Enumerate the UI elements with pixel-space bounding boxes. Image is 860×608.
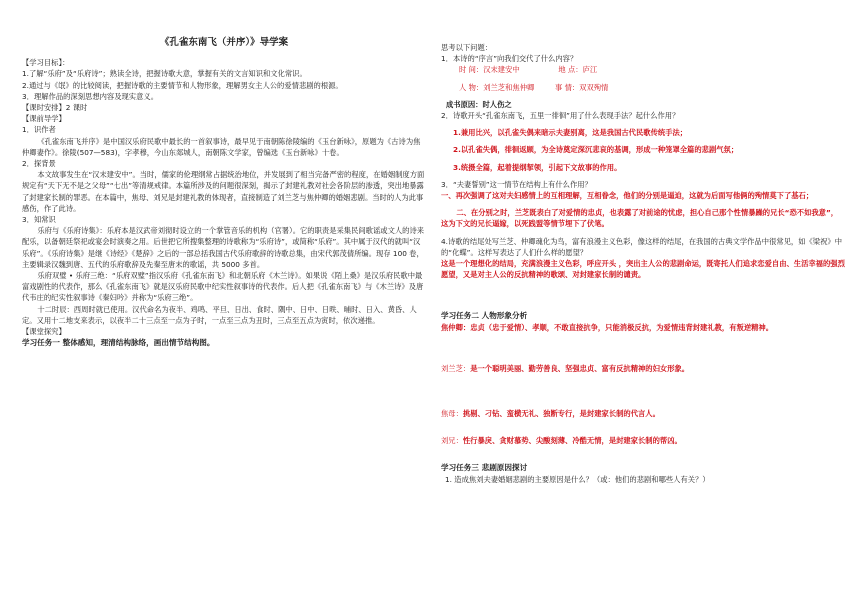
- character-liu-brother: [441, 435, 845, 446]
- people-value: 刘兰芝和焦仲卿: [483, 82, 535, 92]
- liu-lanzhi-text: 是一个聪明美丽、勤劳善良、坚强忠贞、富有反抗精神的妇女形象。: [470, 363, 690, 373]
- goals-heading: 【学习目标】：: [22, 58, 70, 68]
- hours: 【课时安排】2 课时: [22, 103, 88, 113]
- task-3-heading: 学习任务三 悲剧原因探讨: [441, 463, 528, 473]
- liu-brother-text: 性行暴戾、贪财慕势、尖酸刻薄、冷酷无情，是封建家长制的帮凶。: [462, 436, 682, 446]
- task-2-heading: 学习任务二 人物形象分析: [441, 311, 528, 321]
- question-4: 4.诗歌的结尾处写兰芝、仲卿魂化为鸟，富有浪漫主义色彩，像这样的结尾，在我国的古典文学作品中很常见，如《梁祝》中的“化蝶”。这样写表达了人们什么样的愿望？: [441, 236, 842, 257]
- question-3: 3．“夫妻誓别”这一情节在结构上有什么作用？: [441, 179, 592, 189]
- questions-intro: 思考以下问题：: [441, 43, 493, 52]
- answer-1-time-place: [441, 64, 845, 75]
- answer-1-people-event: [441, 82, 845, 93]
- answer-3-item-2: 二、在分别之时，兰芝既表白了对爱情的忠贞，也表露了对前途的忧虑，担心自己那个性情暴躁的兄长“恐不如我意”，这为下文的兄长逼嫁，以死践盟等情节埋下了伏笔。: [441, 208, 839, 229]
- people-label: 人 物：: [459, 82, 484, 92]
- character-liu-lanzhi: [441, 363, 845, 374]
- left-column: [22, 0, 426, 348]
- section-author-heading: 1．识作者: [22, 125, 56, 135]
- section-knowledge-heading: 3．知常识: [22, 215, 56, 225]
- place-label: 地 点：: [558, 65, 583, 75]
- goal-2: 2.通过与《氓》的比较阅读，把握诗歌的主要情节和人物形象，理解男女主人公的爱情悲剧的根源。: [22, 80, 343, 90]
- answer-3-item-1: 一、再次强调了这对夫妇感情上的互相理解，互相眷念，他们的分别是逼迫，这就为后面写他俩的殉情莫下了基石；: [441, 191, 814, 201]
- goal-1: 1.了解“乐府”及“乐府诗”；熟读全诗，把握诗歌大意，掌握有关的文言知识和文化常识。: [22, 69, 307, 79]
- question-5: 1. 造成焦刘夫妻婚姻悲剧的主要原因是什么？（或：他们的悲剧和哪些人有关？）: [445, 474, 710, 484]
- jiao-zhongqing-text: 忠贞（忠于爱情）、孝顺，不敢直接抗争，只能消极反抗，为爱情违背封建礼教，有叛逆精神。: [470, 322, 774, 332]
- knowledge-yuefu: 乐府与《乐府诗集》：乐府本是汉武帝刘彻时设立的一个掌管音乐的机构（官署）。它的职责是采集民间歌谣或文人的诗来配乐，以备朝廷祭祀或宴会时演奏之用。后世把它所搜集整理的诗歌称为“乐府诗”，或简称“乐府”。其中属于汉代的就叫“汉乐府”。《乐府诗集》是继《诗经》《楚辞》之后的一部总括我国古代乐府歌辞的诗歌总集，由宋代郭茂倩所编。现存 100 卷，主要辑录汉魏到唐、五代的乐府歌辞及先秦至唐末的歌谣，共 5000 多首。: [22, 226, 425, 269]
- jiao-mother-label: 焦母：: [441, 409, 463, 419]
- answer-2-item-1: 1.兼用比兴，以孔雀失偶来暗示夫妻别离，这是我国古代民歌传统手法；: [453, 128, 688, 138]
- cause-line: 成书原因：时人伤之: [446, 99, 512, 109]
- goal-3: 3．理解作品的深刻思想内容及现实意义。: [22, 91, 158, 101]
- time-label: 时 间：: [459, 65, 484, 75]
- character-jiao-mother: [441, 408, 845, 419]
- place-value: 庐江: [582, 65, 598, 75]
- document-title: 《孔雀东南飞（并序）》导学案: [159, 37, 289, 48]
- jiao-mother-text: 挑剔、刁钻、蛮横无礼、独断专行，是封建家长制的代言人。: [462, 409, 660, 419]
- question-1: 1．本诗的“序言”向我们交代了什么内容？: [441, 54, 578, 64]
- event-label: 事 情：: [554, 82, 580, 92]
- knowledge-shuangbi: 乐府双璧 • 乐府三绝：“乐府双璧”指汉乐府《孔雀东南飞》和北朝乐府《木兰诗》。如果说《陌上桑》是汉乐府民歌中最富戏剧性的代表作，那么《孔雀东南飞》就是汉乐府民歌中纪实性叙事诗的代表作。后人把《孔雀东南飞》与《木兰诗》及唐代韦庄的纪实性叙事诗《秦妇吟》并称为“乐府三绝”。: [22, 271, 424, 303]
- time-value: 汉末建安中: [483, 65, 520, 75]
- pre-study-heading: 【课前导学】: [22, 114, 66, 124]
- task-1-heading: 学习任务一 整体感知，理清结构脉络，画出情节结构图。: [22, 338, 215, 348]
- character-jiao-zhongqing: [441, 322, 845, 333]
- answer-4: 这是一个理想化的结局，充满浪漫主义色彩，呼应开头 ，突出主人公的悲剧命运，既寄托人们追求恋爱自由、生活幸福的强烈愿望，又是对主人公的反抗精神的歌颂、对封建家长制的谴责。: [441, 259, 845, 280]
- right-column: [441, 42, 845, 485]
- in-class-heading: 【课堂探究】: [22, 327, 66, 337]
- jiao-zhongqing-label: 焦仲卿：: [441, 322, 471, 332]
- knowledge-shichen: 十二时辰：西周时就已使用。汉代命名为夜半、鸡鸣、平旦、日出、食时、隅中、日中、日昳、晡时、日入、黄昏、人定。又用十二地支来表示，以夜半二十三点至一点为子时，一点至三点为丑时，三点至五点为寅时，依次递推。: [22, 304, 417, 325]
- answer-2-item-3: 3.统摄全篇，起着提纲挈领，引起下文故事的作用。: [453, 162, 622, 172]
- background-paragraph: 本文故事发生在“汉末建安中”。当时，儒家的伦理纲常占据统治地位，并发展到了相当完备严密的程度，在婚姻制度方面规定有“天下无不是之父母”“七出”等清规戒律。本篇所涉及的问题很深刻，揭示了封建礼教对社会各阶层的渗透，突出地暴露了封建家长制的罪恶。在本篇中，焦母、刘兄是封建礼教的体现者，直接制造了刘兰芝与焦仲卿的婚姻悲剧。当时的人为此事感伤，作了此诗。: [22, 170, 425, 213]
- author-paragraph: 《孔雀东南飞并序》是中国汉乐府民歌中最长的一首叙事诗，最早见于南朝陈徐陵编的《玉台新咏》，原题为《古诗为焦仲卿妻作》。徐陵(507—583)，字孝穆，今山东郯城人，南朝陈文学家，曾编选《玉台新咏》十卷。: [22, 136, 421, 157]
- liu-lanzhi-label: 刘兰芝：: [441, 363, 471, 373]
- question-2: 2．诗歌开头“孔雀东南飞，五里一徘徊”用了什么表现手法？起什么作用？: [441, 111, 680, 121]
- answer-2-item-2: 2.以孔雀失偶，徘徊返顾，为全诗奠定深沉悲哀的基调，形成一种笼罩全篇的悲剧气氛；: [453, 145, 739, 155]
- section-background-heading: 2．探背景: [22, 159, 56, 169]
- event-value: 双双殉情: [579, 82, 609, 92]
- liu-brother-label: 刘兄：: [441, 436, 463, 446]
